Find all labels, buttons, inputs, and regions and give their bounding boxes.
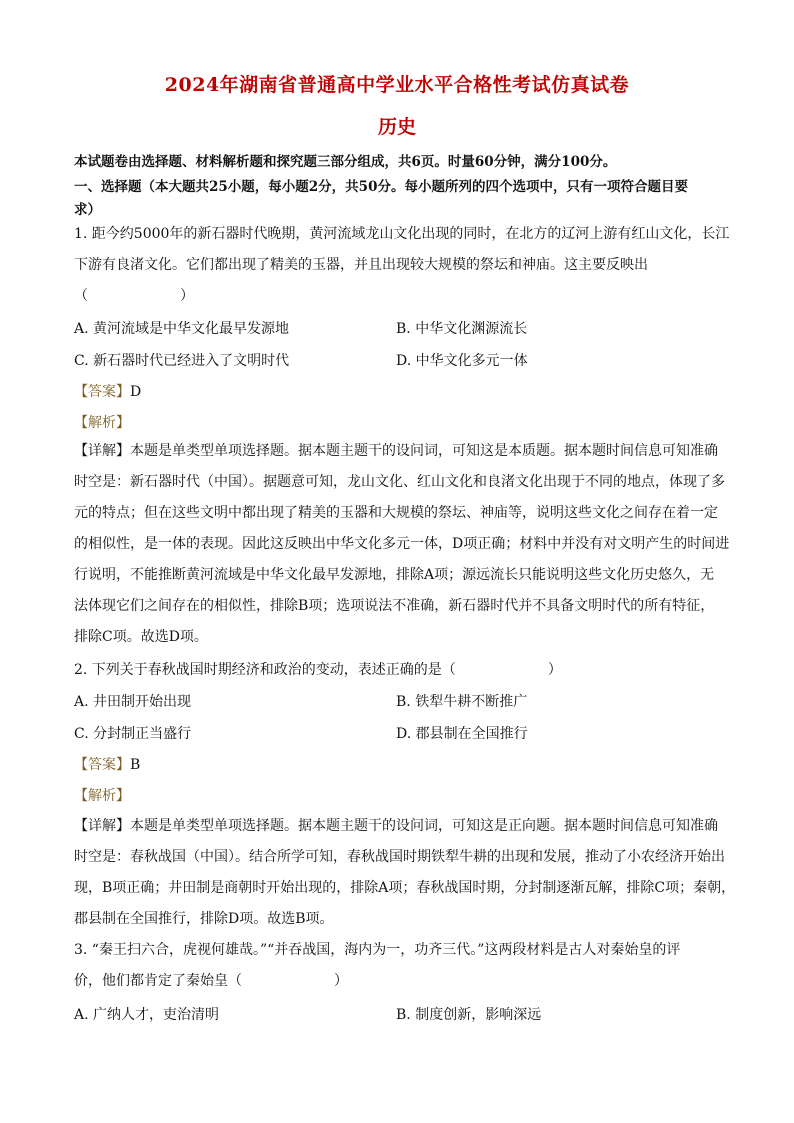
option-c: C. 分封制正当盛行 <box>74 726 192 742</box>
question-2-stem: 2. 下列关于春秋战国时期经济和政治的变动，表述正确的是（ ） <box>74 662 562 678</box>
question-2-detail: 【详解】本题是单类型单项选择题。据本题主题干的设问词，可知这是正向题。据本题时间信息可知准确 时空是：春秋战国（中国）。结合所学可知，春秋战国时期铁犁牛耕的出现和发展，推动了小农经济开始出 现，B项正确；井田制是商朝时开始出现的，排除A项；春秋战国时期，分封制逐渐瓦解，排除C项；秦朝， 郡县制在全国推行，排除D项。故选B项。 <box>74 818 736 927</box>
subject-title: 历史 <box>377 116 416 138</box>
section-heading-line1: 一、选择题（本大题共25小题，每小题2分，共50分。每小题所列的四个选项中，只有一项符合题目要 <box>74 179 688 195</box>
question-2-analysis-label: 【解析】 <box>74 788 130 804</box>
option-b: B. 制度创新，影响深远 <box>396 1007 542 1023</box>
option-d: D. 郡县制在全国推行 <box>396 726 528 742</box>
question-1-analysis-label: 【解析】 <box>74 415 130 431</box>
option-a: A. 黄河流域是中华文化最早发源地 <box>74 321 290 337</box>
section-heading-line2: 求） <box>74 202 101 218</box>
exam-intro: 本试题卷由选择题、材料解析题和探究题三部分组成，共6页。时量60分钟，满分100分。 <box>74 154 617 170</box>
option-a: A. 广纳人才，吏治清明 <box>74 1007 220 1023</box>
question-1-answer: 【答案】D <box>74 384 142 400</box>
option-b: B. 中华文化渊源流长 <box>396 321 528 337</box>
option-a: A. 井田制开始出现 <box>74 694 192 710</box>
option-b: B. 铁犁牛耕不断推广 <box>396 694 528 710</box>
exam-title: 2024年湖南省普通高中学业水平合格性考试仿真试卷 <box>164 74 630 96</box>
question-1-stem: 1. 距今约5000年的新石器时代晚期，黄河流域龙山文化出现的同时，在北方的辽河上游有红山文化，长江 下游有良渚文化。它们都出现了精美的玉器，并且出现较大规模的祭坛和神庙。这主要反映出 （ ） <box>74 226 730 304</box>
option-d: D. 中华文化多元一体 <box>396 353 528 369</box>
question-2-answer: 【答案】B <box>74 757 141 773</box>
option-c: C. 新石器时代已经进入了文明时代 <box>74 353 290 369</box>
question-1-detail: 【详解】本题是单类型单项选择题。据本题主题干的设问词，可知这是本质题。据本题时间信息可知准确 时空是：新石器时代（中国）。据题意可知，龙山文化、红山文化和良渚文化出现于不同的地点，体现了多 元的特点；但在这些文明中都出现了精美的玉器和大规模的祭坛、神庙等，说明这些文化之间存在着一定 的相似性，是一体的表现。因此这反映出中华文化多元一体，D项正确；材料中并没有对文明产生的时间进 行说明，不能推断黄河流域是中华文化最早发源地，排除A项；源远流长只能说明这些文化历史悠久，无 法体现它们之间存在的相似性，排除B项；选项说法不准确，新石器时代并不具备文明时代的所有特征， 排除C项。故选D项。 <box>74 443 730 645</box>
question-3-stem: 3. “秦王扫六合，虎视何雄哉。”“并吞战国，海内为一，功齐三代。”这两段材料是古人对秦始皇的评 价，他们都肯定了秦始皇（ ） <box>74 942 681 989</box>
